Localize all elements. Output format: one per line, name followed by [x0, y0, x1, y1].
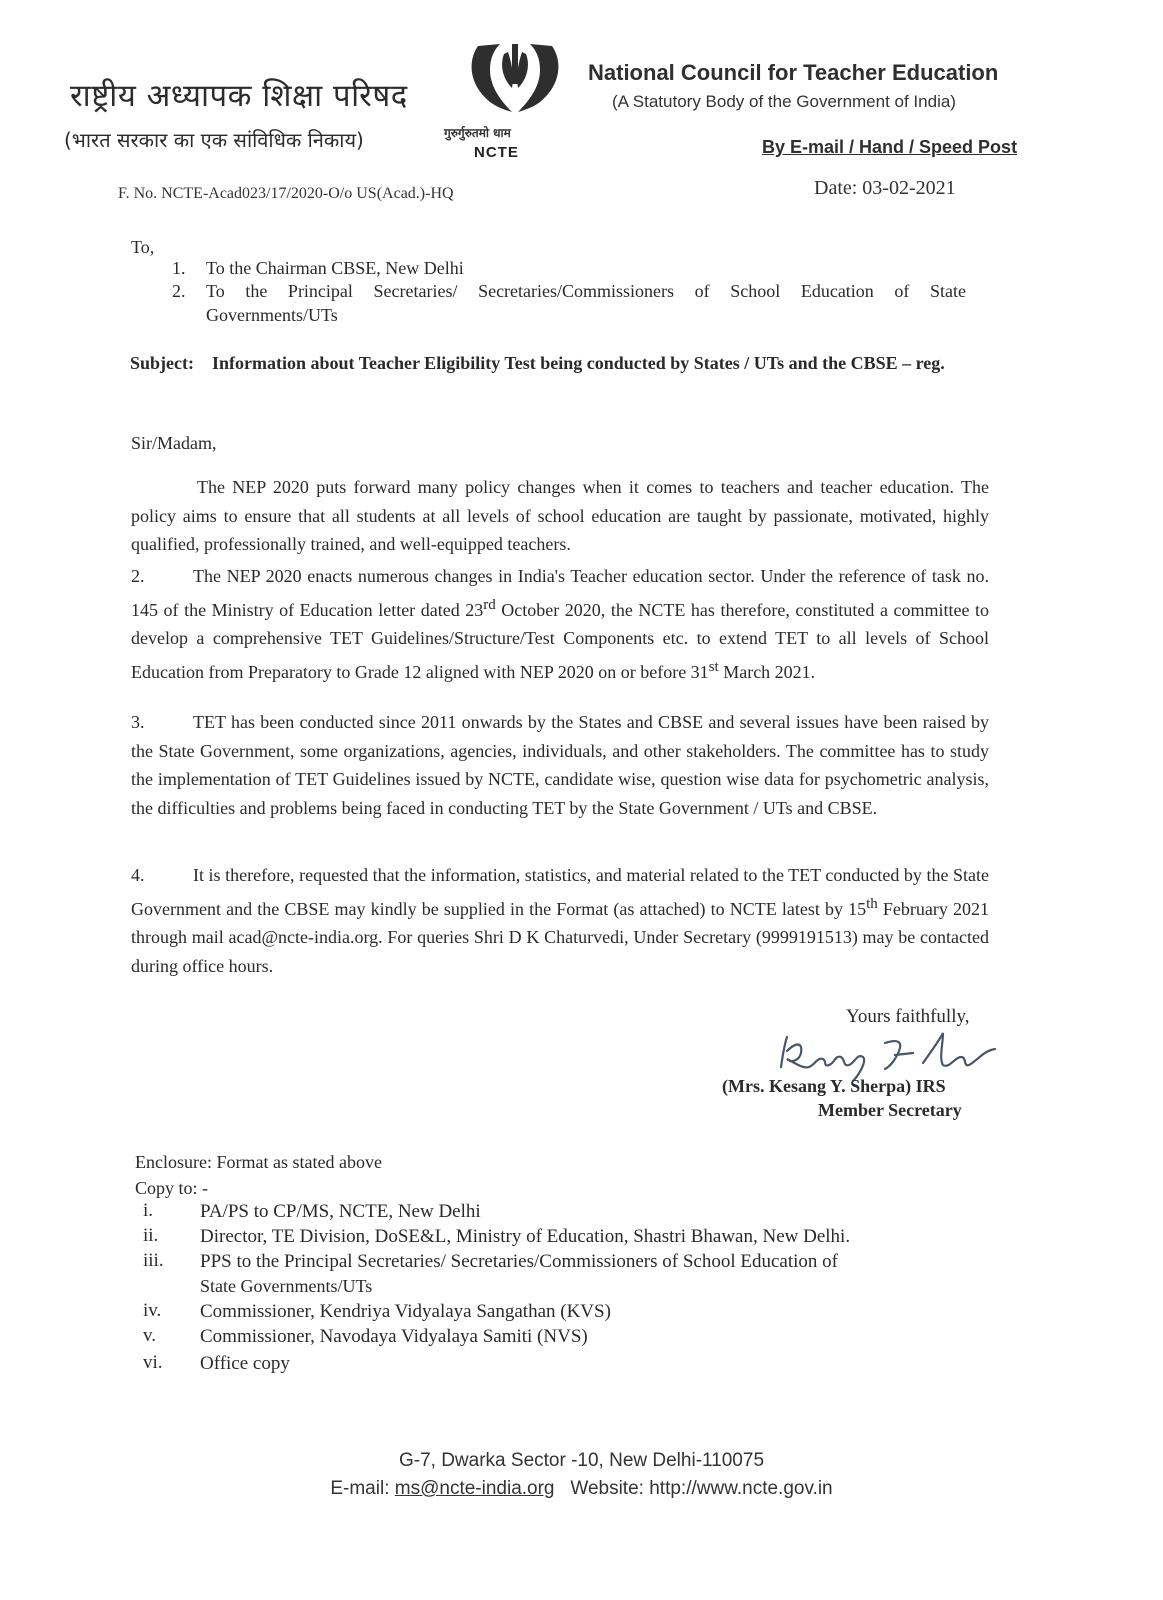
file-number: F. No. NCTE-Acad023/17/2020-O/o US(Acad.)-HQ [118, 185, 454, 202]
ordinal-suffix: st [708, 658, 719, 675]
copy-number: iv. [143, 1300, 162, 1321]
org-subtitle: (A Statutory Body of the Government of India) [612, 92, 956, 111]
addressee-text: To the Principal Secretaries/ Secretaries/Commissioners of School Education of State [206, 281, 966, 301]
paragraph-number: 3. [131, 712, 145, 732]
copy-item: Commissioner, Kendriya Vidyalaya Sangathan (KVS) [200, 1301, 611, 1322]
subject-text: Information about Teacher Eligibility Test being conducted by States / UTs and the CBSE – reg. [212, 353, 945, 373]
addressee-item [172, 279, 966, 303]
org-name: National Council for Teacher Education [588, 60, 999, 85]
email-label: E-mail: [330, 1478, 390, 1499]
salutation: Sir/Madam, [131, 433, 217, 453]
copy-number: v. [143, 1325, 157, 1346]
paragraph-number: 4. [131, 865, 145, 885]
website-label: Website: [570, 1478, 644, 1499]
closing: Yours faithfully, [846, 1006, 970, 1027]
addressee-text: To the Chairman CBSE, New Delhi [206, 258, 464, 278]
paragraph-2-text-c: March 2021. [718, 661, 816, 682]
subject-label: Subject: [130, 353, 194, 373]
paragraph-4-text-b: February 2021 through mail acad@ncte-india.org. For queries Shri D K Chaturvedi, Under Secretary (9999191513) may be contacted during office hours. [131, 898, 990, 976]
copy-number: vi. [143, 1352, 163, 1373]
website-link[interactable]: http://www.ncte.gov.in [649, 1478, 833, 1499]
signatory-name: (Mrs. Kesang Y. Sherpa) IRS [722, 1076, 946, 1096]
addressee-number: 1. [172, 258, 186, 278]
signature-icon [773, 1023, 1003, 1083]
paragraph-4 [131, 861, 989, 980]
copy-number: i. [143, 1200, 154, 1221]
letter-date: Date: 03-02-2021 [814, 177, 956, 199]
copy-item: PPS to the Principal Secretaries/ Secretaries/Commissioners of School Education of [200, 1251, 838, 1272]
to-label: To, [131, 237, 155, 257]
paragraph-3-text: TET has been conducted since 2011 onwards by the States and CBSE and several issues have been raised by the State Government, some organizations, agencies, individuals, and other stakeholders. The committee has to study the implementation of TET Guidelines issued by NCTE, candidate wise, question wise data for psychometric analysis, the difficulties and problems being faced in conducting TET by the State Government / UTs and CBSE. [131, 712, 989, 818]
paragraph-number: 2. [131, 566, 145, 586]
paragraph-2-text-b: October 2020, the NCTE has therefore, constituted a committee to develop a comprehensive TET Guidelines/Structure/Test Components etc. to extend TET to all levels of School Education from Preparatory to Grade 12 aligned with NEP 2020 on or before 31 [131, 599, 990, 682]
copy-item: Office copy [200, 1353, 290, 1374]
logo-motto: गुरुर्गुरुतमो धाम [444, 126, 511, 140]
enclosure: Enclosure: Format as stated above [135, 1152, 382, 1172]
email-link[interactable]: ms@ncte-india.org [394, 1478, 555, 1499]
paragraph-2-text-a: The NEP 2020 enacts numerous changes in India's Teacher education sector. Under the reference of task no. 145 of the Ministry of Education letter dated 23 [131, 566, 989, 620]
ncte-logo-icon [460, 40, 570, 120]
copy-number: ii. [143, 1225, 159, 1246]
ordinal-suffix: rd [483, 596, 496, 613]
copy-item: PA/PS to CP/MS, NCTE, New Delhi [200, 1201, 481, 1222]
copy-item: Director, TE Division, DoSE&L, Ministry of Education, Shastri Bhawan, New Delhi. [200, 1226, 851, 1247]
paragraph-2 [131, 562, 989, 686]
copy-item: Commissioner, Navodaya Vidyalaya Samiti (NVS) [200, 1326, 588, 1347]
logo-label: NCTE [474, 144, 519, 161]
hindi-title: राष्ट्रीय अध्यापक शिक्षा परिषद [70, 78, 408, 114]
signatory-title: Member Secretary [818, 1100, 962, 1120]
hindi-subtitle: (भारत सरकार का एक सांविधिक निकाय) [64, 128, 364, 152]
footer-address: G-7, Dwarka Sector -10, New Delhi-110075 [398, 1450, 765, 1471]
addressee-item [172, 256, 464, 280]
paragraph-1-text: The NEP 2020 puts forward many policy changes when it comes to teachers and teacher education. The policy aims to ensure that all students at all levels of school education are taught by passionate, motivated, highly qualified, professionally trained, and well-equipped teachers. [131, 477, 989, 554]
addressee-text-continued: Governments/UTs [206, 305, 338, 325]
footer-contact [0, 1478, 1163, 1500]
ordinal-suffix: th [866, 895, 878, 912]
addressee-number: 2. [172, 281, 186, 301]
copy-to-label: Copy to: - [135, 1178, 209, 1198]
copy-number: iii. [143, 1250, 164, 1271]
copy-item-continued: State Governments/UTs [200, 1276, 373, 1296]
paragraph-3 [131, 708, 989, 822]
paragraph-1 [131, 473, 989, 559]
delivery-mode: By E-mail / Hand / Speed Post [762, 137, 1018, 157]
paragraph-4-text-a: It is therefore, requested that the information, statistics, and material related to the TET conducted by the State Government and the CBSE may kindly be supplied in the Format (as attached) to NCTE latest by 15 [131, 865, 989, 919]
